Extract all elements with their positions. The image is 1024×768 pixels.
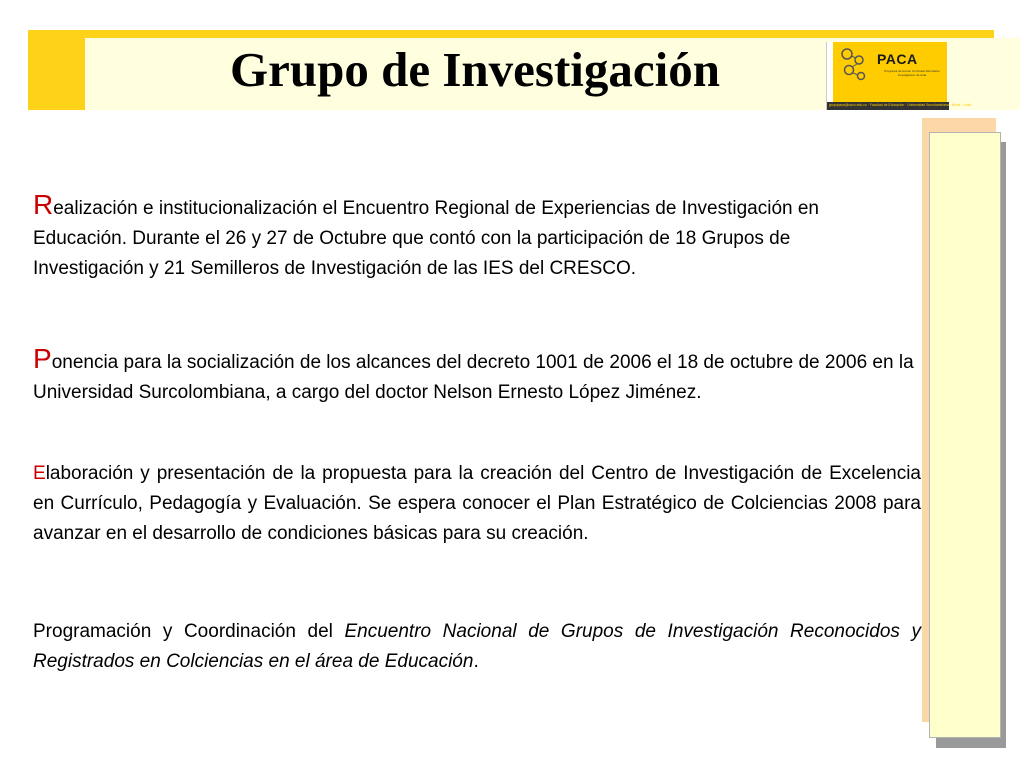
paca-logo <box>826 42 972 110</box>
molecule-icon <box>837 46 873 86</box>
logo-wordmark: PACA <box>877 51 918 67</box>
logo-footer-text: grupopaca@usco.edu.co · Facultad de Educación · Universidad Surcolombiana · Neiva · Huila <box>829 103 972 107</box>
paragraph-text: ealización e institucionalización el Encuentro Regional de Experiencias de Investigación en Educación. Durante el 26 y 27 de Octubre que contó con la participación de 18 Grupos de Investigación y 21 Semilleros de Investigación de las IES del CRESCO. <box>33 198 819 279</box>
paragraph-text: onencia para la socialización de los alcances del decreto 1001 de 2006 el 18 de octubre de 2006 en la Universidad Surcolombiana, a cargo del doctor Nelson Ernesto López Jiménez. <box>33 352 914 403</box>
paragraph-text: laboración y presentación de la propuesta para la creación del Centro de Investigación de Excelencia en Currículo, Pedagogía y Evaluación. Se espera conocer el Plan Estratégico de Colciencias 2008 para avanzar en el desarrollo de condiciones básicas para su creación. <box>33 463 921 544</box>
logo-footer-strip <box>827 102 972 110</box>
logo-subtitle: Programa de Acción Curricular Alternativo Investigación de Aula <box>884 69 940 77</box>
drop-initial: R <box>33 189 54 220</box>
paragraph-ponencia <box>33 344 918 408</box>
paragraph-encuentro-nacional <box>33 617 921 677</box>
decorative-panel-front <box>929 132 1001 738</box>
paragraph-emphasis: Encuentro Nacional de Grupos de Investigación Reconocidos y Registrados en Colciencias en el área de Educación <box>33 621 921 672</box>
paragraph-end: . <box>473 651 479 672</box>
logo-background <box>833 42 947 102</box>
drop-initial: P <box>33 343 52 374</box>
drop-initial: E <box>33 463 46 484</box>
paragraph-text: Programación y Coordinación del <box>33 621 345 642</box>
paragraph-centro-investigacion <box>33 459 921 549</box>
page-title: Grupo de Investigación <box>229 42 721 97</box>
paragraph-encuentro-regional <box>33 190 903 284</box>
